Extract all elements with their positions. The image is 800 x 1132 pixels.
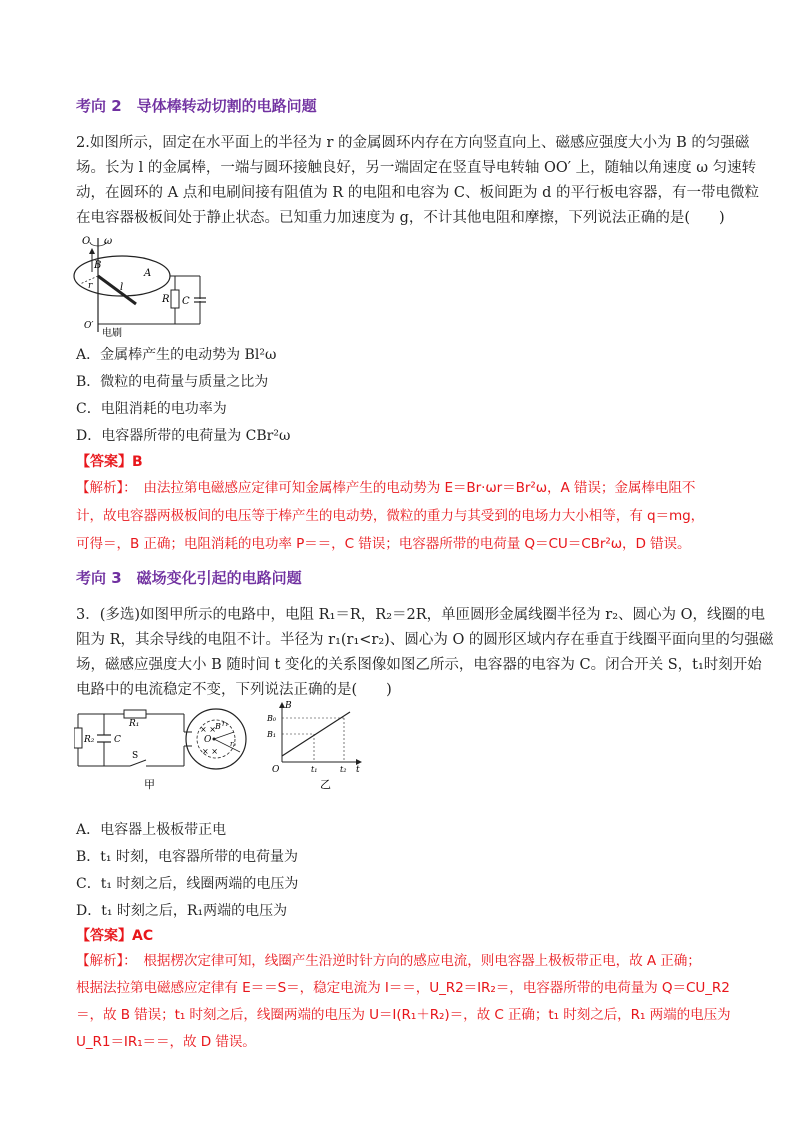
resistor-r	[171, 290, 179, 308]
label-brush: 电刷	[102, 328, 122, 339]
rotating-rod-circuit-figure	[70, 232, 220, 344]
analysis-text: U_R1＝IR₁＝＝，故 D 错误。	[76, 1034, 256, 1050]
analysis-text: 计，故电容器两极板间的电压等于棒产生的电动势，微粒的重力与其受到的电场力大小相等，有 q＝mg，	[76, 508, 705, 524]
label-t-axis: t	[356, 765, 360, 775]
label-o-bottom: O′	[84, 321, 94, 331]
question-text: 2.如图所示，固定在水平面上的半径为 r 的金属圆环内存在方向竖直向上、磁感应强度大小为 B 的匀强磁	[76, 135, 750, 151]
question-text: 阻为 R，其余导线的电阻不计。半径为 r₁(r₁<r₂)、圆心为 O 的圆形区域内存在垂直于线圈平面向里的匀强磁	[76, 632, 774, 648]
question-text: 场，磁感应强度大小 B 随时间 t 变化的关系图像如图乙所示，电容器的电容为 C。闭合开关 S，t₁时刻开始	[76, 657, 762, 673]
analysis-text: 根据法拉第电磁感应定律有 E＝＝S＝，稳定电流为 I＝＝，U_R2＝IR₂＝，电容器所带的电荷量为 Q＝CU_R2	[76, 980, 730, 996]
b-t-graph-yi	[266, 700, 366, 796]
label-b1: B₁	[267, 730, 277, 739]
resistor-r2	[74, 728, 82, 748]
question-text: 电路中的电流稳定不变，下列说法正确的是( )	[76, 682, 392, 698]
option-a: A．金属棒产生的电动势为 Bl²ω	[76, 347, 277, 363]
option-d: D．t₁ 时刻之后，R₁两端的电压为	[76, 903, 288, 919]
circuit-figure-jia	[74, 702, 254, 796]
label-origin: O	[272, 765, 280, 775]
label-t2: t₂	[340, 765, 347, 774]
label-b: B	[215, 722, 221, 731]
answer: 【答案】AC	[76, 928, 154, 944]
option-b: B．微粒的电荷量与质量之比为	[76, 374, 269, 390]
option-a: A．电容器上极板带正电	[76, 822, 227, 838]
label-r1small: r₁	[222, 720, 229, 728]
label-s: S	[132, 751, 139, 761]
label-a: A	[144, 268, 152, 279]
label-b-axis: B	[285, 701, 292, 711]
label-b: B	[94, 260, 102, 271]
label-r: r	[88, 281, 93, 291]
option-c: C．电阻消耗的电功率为	[76, 401, 227, 417]
svg-text:× ×: × ×	[200, 725, 216, 734]
label-omega: ω	[104, 236, 113, 247]
option-d: D．电容器所带的电荷量为 CBr²ω	[76, 428, 291, 444]
label-r2small: r₂	[230, 740, 237, 748]
caption-jia: 甲	[144, 778, 155, 791]
caption-yi: 乙	[320, 778, 331, 791]
section-heading: 考向 2 导体棒转动切割的电路问题	[76, 97, 317, 115]
analysis-text: ＝，故 B 错误；t₁ 时刻之后，线圈两端的电压为 U＝I(R₁＋R₂)＝，故 C 正确；t₁ 时刻之后，R₁ 两端的电压为	[76, 1007, 731, 1023]
coil-ring	[186, 709, 246, 769]
label-b0: B₀	[267, 714, 277, 723]
metal-rod	[98, 276, 136, 304]
b-t-line	[282, 712, 350, 756]
label-r1: R₁	[129, 719, 140, 729]
svg-text:× ×: × ×	[202, 747, 218, 756]
label-o-top: O	[82, 236, 91, 247]
question-text: 场。长为 l 的金属棒，一端与圆环接触良好，另一端固定在竖直导电转轴 OO′ 上，随轴以角速度 ω 匀速转	[76, 160, 757, 176]
label-r2: R₂	[84, 735, 95, 745]
option-b: B．t₁ 时刻，电容器所带的电荷量为	[76, 849, 298, 865]
label-l: l	[120, 282, 124, 293]
question-text: 在电容器极板间处于静止状态。已知重力加速度为 g，不计其他电阻和摩擦，下列说法正确的是( )	[76, 210, 725, 226]
resistor-r1	[124, 710, 146, 718]
answer: 【答案】B	[76, 454, 143, 470]
analysis-text: 【解析】： 由法拉第电磁感应定律可知金属棒产生的电动势为 E＝Br·ωr＝Br²ω，A 错误；金属棒电阻不	[76, 480, 696, 496]
section-heading: 考向 3 磁场变化引起的电路问题	[76, 569, 302, 587]
label-cap: C	[182, 296, 190, 307]
analysis-text: 可得＝，B 正确；电阻消耗的电功率 P＝＝，C 错误；电容器所带的电荷量 Q＝CU＝CBr²ω，D 错误。	[76, 536, 691, 552]
option-c: C．t₁ 时刻之后，线圈两端的电压为	[76, 876, 299, 892]
question-text: 3．(多选)如图甲所示的电路中，电阻 R₁＝R，R₂＝2R，单匝圆形金属线圈半径为 r₂、圆心为 O，线圈的电	[76, 607, 766, 623]
analysis-text: 【解析】： 根据楞次定律可知，线圈产生沿逆时针方向的感应电流，则电容器上极板带正电，故 A 正确；	[76, 953, 701, 969]
label-c: C	[114, 735, 121, 745]
label-t1: t₁	[311, 765, 318, 774]
label-o: O	[204, 735, 212, 745]
label-res: R	[162, 294, 170, 305]
question-text: 动，在圆环的 A 点和电刷间接有阻值为 R 的电阻和电容为 C、板间距为 d 的平行板电容器，有一带电微粒	[76, 185, 760, 201]
